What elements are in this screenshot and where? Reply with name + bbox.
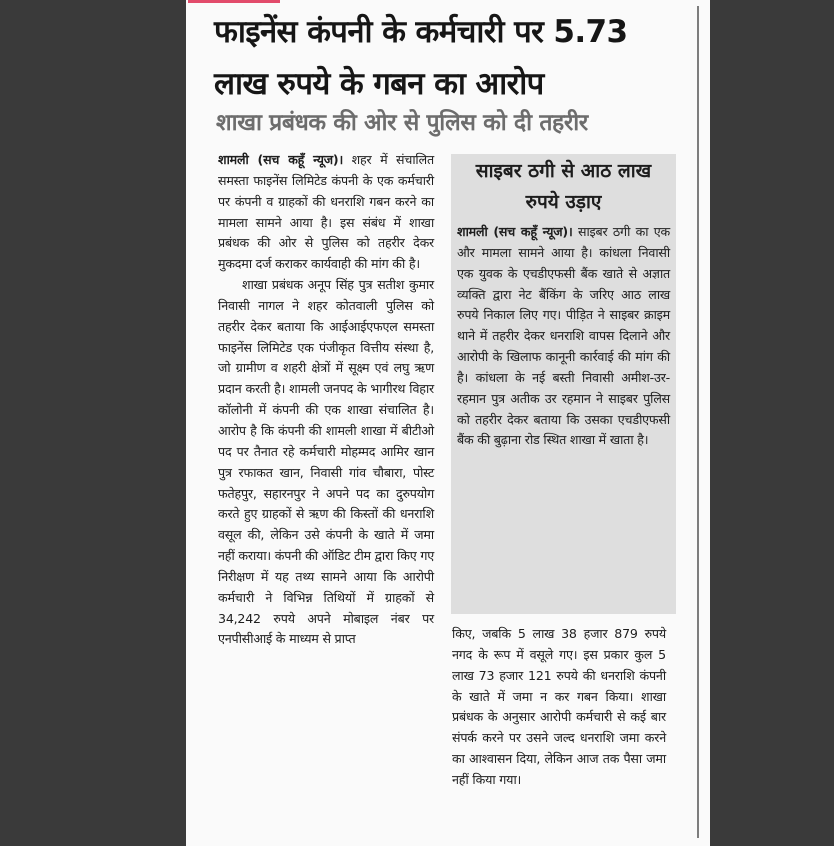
column-edge-line [697, 6, 699, 838]
top-color-rule [188, 0, 280, 3]
sidebar-story-body [457, 222, 670, 451]
sidebar-story-box [451, 154, 676, 614]
article-paragraph-2: शाखा प्रबंधक अनूप सिंह पुत्र सतीश कुमार निवासी नागल ने शहर कोतवाली पुलिस को तहरीर देकर बताया कि आईआईएफएल समस्ता फाइनेंस लिमिटेड एक पंजीकृत वित्तीय संस्था है, जो ग्रामीण व शहरी क्षेत्रों में सूक्ष्म एवं लघु ऋण प्रदान करती है। शामली जनपद के भागीरथ विहार कॉलोनी में कंपनी की एक शाखा संचालित है। आरोप है कि कंपनी की शामली शाखा में बीटीओ पद पर तैनात रहे कर्मचारी मोहम्मद आमिर खान पुत्र रफाकत खान, निवासी गांव चौबारा, पोस्ट फतेहपुर, सहारनपुर ने अपने पद का दुरुपयोग करते हुए ग्राहकों से ऋण की किस्तों की धनराशि वसूल की, लेकिन उसे कंपनी के खाते में जमा नहीं कराया। कंपनी की ऑडिट टीम द्वारा किए गए निरीक्षण में यह तथ्य सामने आया कि आरोपी कर्मचारी ने विभिन्न तिथियों में ग्राहकों से 34,242 रुपये अपने मोबाइल नंबर पर एनपीसीआई के माध्यम से प्राप्त [218, 277, 434, 647]
sidebar-story-headline: साइबर ठगी से आठ लाख रुपये उड़ाए [475, 160, 652, 213]
newspaper-clipping [186, 0, 710, 846]
main-article-column [218, 150, 434, 650]
sidebar-story-dateline: शामली (सच कहूँ न्यूज)। [457, 224, 573, 239]
article-paragraph-1-text: शहर में संचालित समस्ता फाइनेंस लिमिटेड कंपनी के एक कर्मचारी पर कंपनी व ग्राहकों की धनराशि गबन करने का मामला सामने आया है। इस संबंध में शाखा प्रबंधक की ओर से पुलिस को तहरीर देकर मुकदमा दर्ज कराकर कार्यवाही की मांग की है। [218, 152, 434, 272]
sub-headline: शाखा प्रबंधक की ओर से पुलिस को दी तहरीर [216, 110, 588, 136]
article-dateline: शामली (सच कहूँ न्यूज)। [218, 152, 344, 167]
article-paragraph-1 [218, 150, 434, 275]
sidebar-story-text: साइबर ठगी का एक और मामला सामने आया है। कांधला निवासी एक युवक के एचडीएफसी बैंक खाते से अज्ञात व्यक्ति द्वारा नेट बैंकिंग के जरिए आठ लाख रुपये निकाल लिए गए। पीड़ित ने साइबर क्राइम थाने में तहरीर देकर धनराशि वापस दिलाने और आरोपी के खिलाफ कानूनी कार्रवाई की मांग की है। कांधला के नई बस्ती निवासी अमीश-उर-रहमान पुत्र अतीक उर रहमान ने साइबर पुलिस को तहरीर देकर बताया कि उसका एचडीएफसी बैंक की बुढ़ाना रोड स्थित शाखा में खाता है। [457, 224, 671, 448]
article-continuation: किए, जबकि 5 लाख 38 हजार 879 रुपये नगद के रूप में वसूले गए। इस प्रकार कुल 5 लाख 73 हजार 121 रुपये की धनराशि कंपनी के खाते में जमा न कर गबन किया। शाखा प्रबंधक के अनुसार आरोपी कर्मचारी से कई बार संपर्क करने पर उसने जल्द धनराशि जमा करने का आश्वासन दिया, लेकिन आज तक पैसा जमा नहीं किया गया। [452, 626, 666, 787]
main-headline: फाइनेंस कंपनी के कर्मचारी पर 5.73 लाख रुपये के गबन का आरोप [214, 14, 628, 102]
